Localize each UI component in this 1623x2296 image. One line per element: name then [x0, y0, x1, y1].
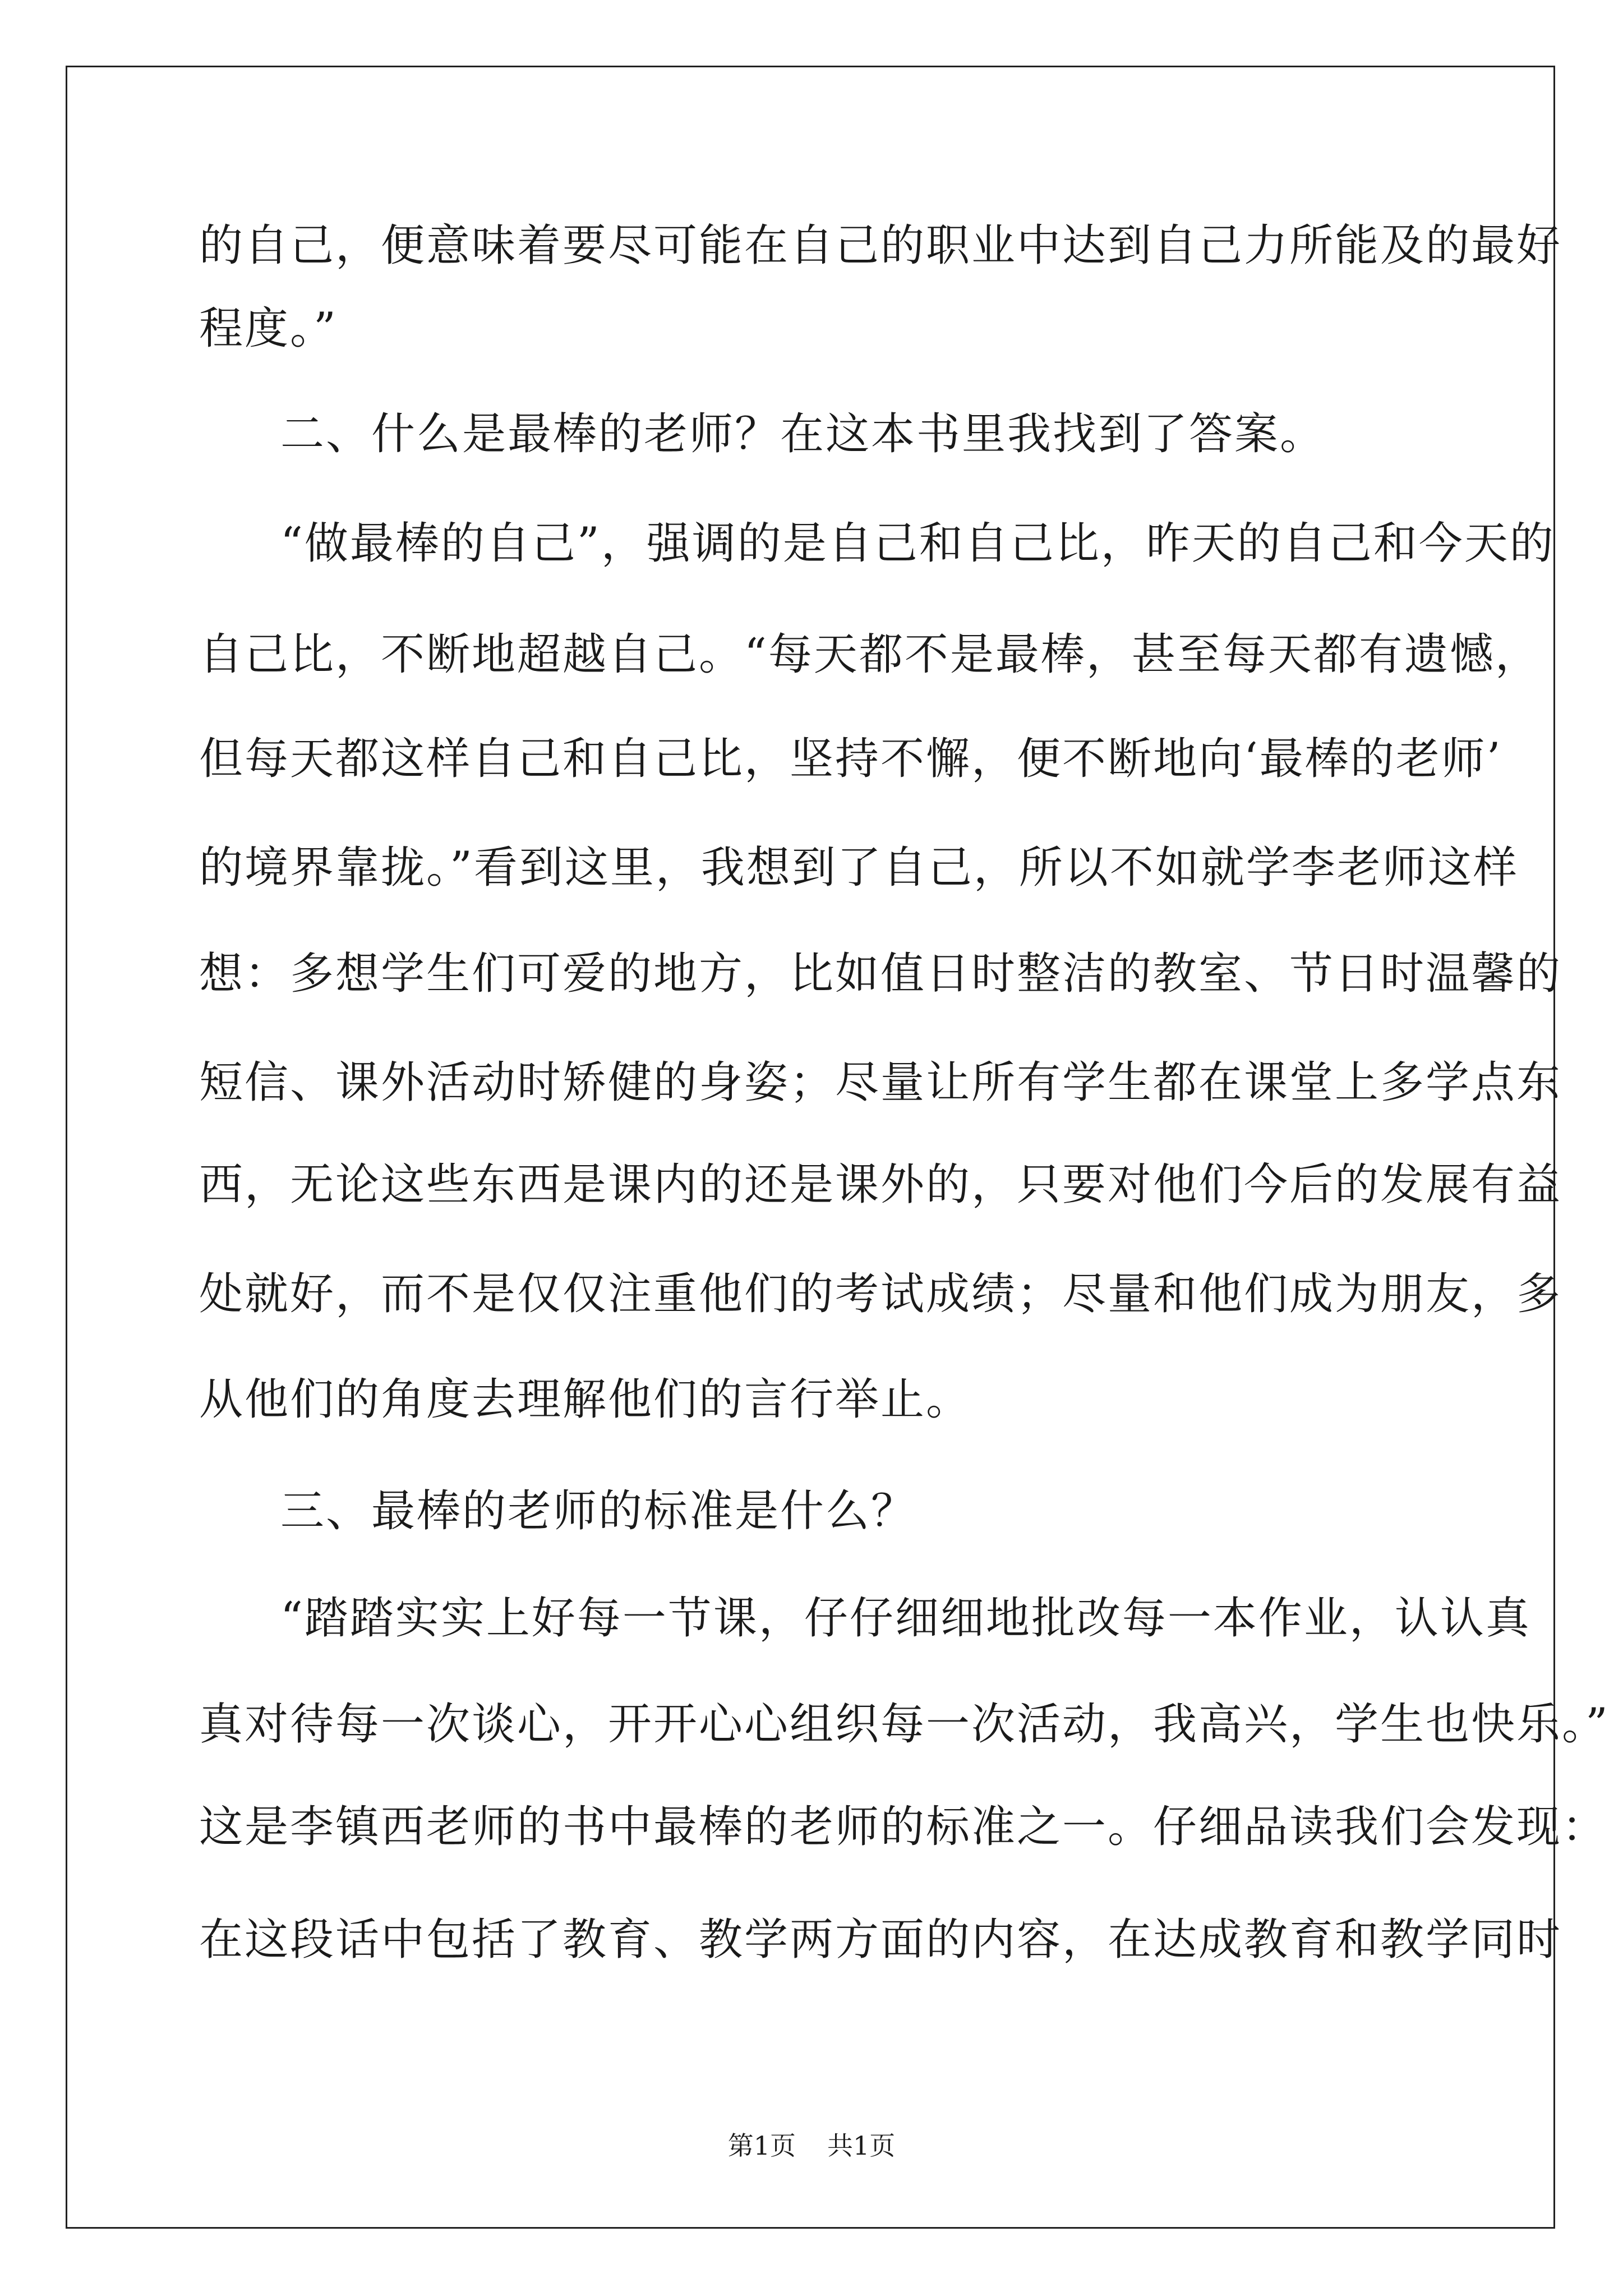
text-line: 在这段话中包括了教育、教学两方面的内容，在达成教育和教学同时 — [199, 1915, 1562, 1965]
page-number: 第1页 — [727, 2131, 796, 2161]
section-heading: 三、最棒的老师的标准是什么？ — [280, 1486, 917, 1536]
text-line: 处就好，而不是仅仅注重他们的考试成绩；尽量和他们成为朋友，多 — [199, 1269, 1562, 1319]
page-border — [66, 66, 1610, 2229]
text-line: “踏踏实实上好每一节课，仔仔细细地批改每一本作业，认认真 — [280, 1593, 1531, 1644]
text-line: 从他们的角度去理解他们的言行举止。 — [199, 1374, 972, 1425]
text-line: 程度。” — [199, 303, 338, 354]
text-line: 但每天都这样自己和自己比，坚持不懈，便不断地向‘最棒的老师’ — [199, 734, 1502, 784]
text-line: 真对待每一次谈心，开开心心组织每一次活动，我高兴，学生也快乐。” — [199, 1699, 1610, 1750]
section-heading: 二、什么是最棒的老师？在这本书里我找到了答案。 — [280, 409, 1326, 459]
text-line: 西，无论这些东西是课内的还是课外的，只要对他们今后的发展有益 — [199, 1159, 1562, 1210]
text-line: “做最棒的自己”，强调的是自己和自己比，昨天的自己和今天的 — [280, 518, 1555, 569]
page-total: 共1页 — [827, 2131, 896, 2161]
text-line: 自己比，不断地超越自己。“每天都不是最棒，甚至每天都有遗憾， — [199, 629, 1541, 680]
text-line: 的境界靠拢。”看到这里，我想到了自己，所以不如就学李老师这样 — [199, 843, 1519, 893]
page-footer — [0, 2129, 1623, 2162]
text-line: 想：多想学生们可爱的地方，比如值日时整洁的教室、节日时温馨的 — [199, 949, 1562, 999]
text-line: 这是李镇西老师的书中最棒的老师的标准之一。仔细品读我们会发现： — [199, 1802, 1608, 1852]
text-line: 短信、课外活动时矫健的身姿；尽量让所有学生都在课堂上多学点东 — [199, 1057, 1562, 1108]
text-line: 的自己，便意味着要尽可能在自己的职业中达到自己力所能及的最好 — [199, 220, 1562, 271]
